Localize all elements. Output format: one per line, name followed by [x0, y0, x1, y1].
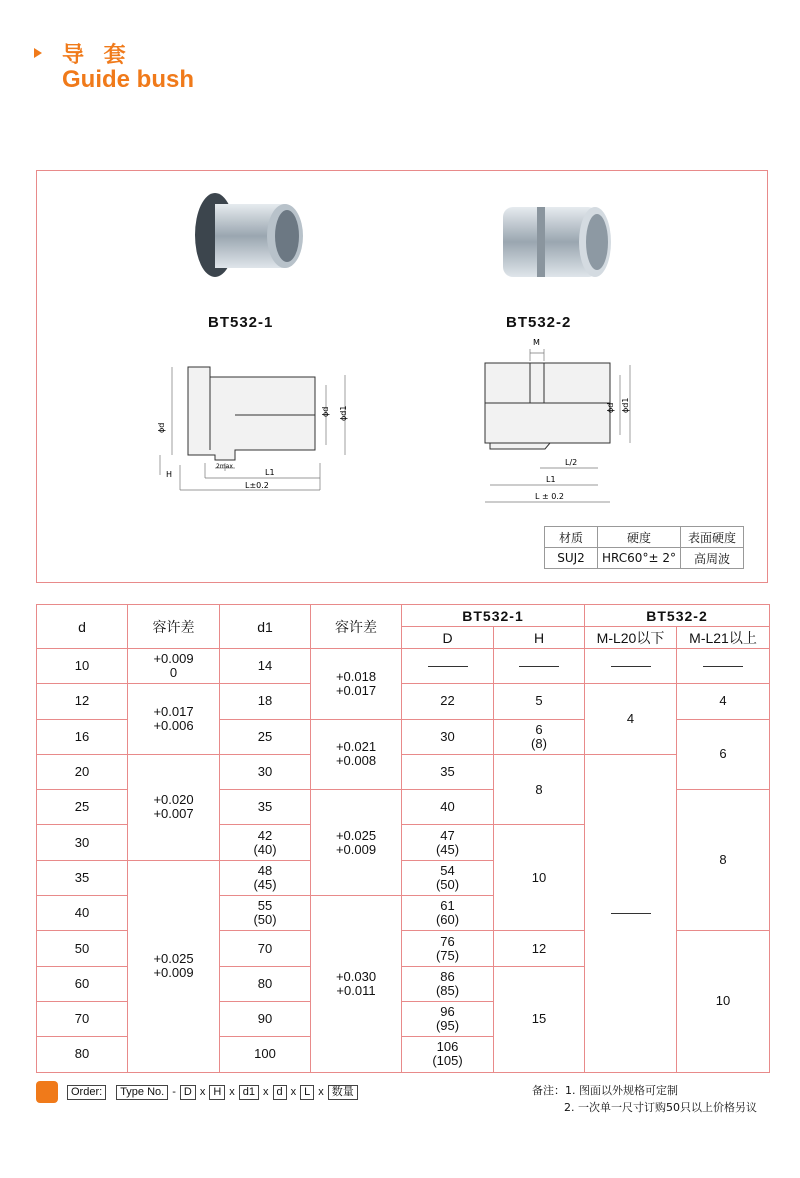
table-cell: 30 [37, 825, 128, 860]
dash-icon [611, 666, 651, 667]
bt532-1-photo [190, 190, 320, 300]
table-cell: x [229, 1086, 235, 1098]
table-cell: 16 [37, 719, 128, 754]
order-L: L [300, 1085, 314, 1100]
col-d: d [37, 605, 128, 649]
table-cell: 42 (40) [220, 825, 311, 860]
table-cell: 6 [677, 719, 770, 790]
table-row [37, 649, 770, 684]
dim-H-label: H [166, 470, 173, 479]
col-H: H [494, 627, 585, 649]
dash-icon [703, 666, 743, 667]
table-cell: 86 (85) [402, 966, 494, 1001]
table-cell: 8 [677, 790, 770, 931]
table-cell: 106 (105) [402, 1037, 494, 1072]
dim-chamfer-label: 2max [216, 463, 233, 470]
table-cell: 35 [402, 754, 494, 789]
table-cell: 35 [220, 790, 311, 825]
mat-h-surface: 表面硬度 [681, 527, 744, 548]
notes [532, 1082, 757, 1116]
table-cell: 96 (95) [402, 1001, 494, 1036]
table-cell: 22 [402, 684, 494, 719]
table-cell: +0.025 +0.009 [128, 860, 220, 1072]
col-d1: d1 [220, 605, 311, 649]
table-cell: 14 [220, 649, 311, 684]
order-d: d [273, 1085, 287, 1100]
mat-material: SUJ2 [545, 548, 598, 569]
table-cell: 12 [494, 931, 585, 966]
dim-L-label: L±0.2 [245, 481, 269, 490]
dim-d1b-label: ϕd1 [339, 405, 348, 421]
col-m21: M-L21以上 [677, 627, 770, 649]
spec-table [36, 604, 770, 1073]
table-cell: 5 [494, 684, 585, 719]
table-cell: +0.009 0 [128, 649, 220, 684]
table-cell: 8 [494, 754, 585, 825]
dash-icon [428, 666, 468, 667]
header-arrow-icon [34, 48, 42, 58]
table-cell: x [263, 1086, 269, 1098]
table-cell: 10 [677, 931, 770, 1072]
table-cell: 55 (50) [220, 896, 311, 931]
dim-D-label: ϕd [157, 422, 166, 433]
table-cell: 54 (50) [402, 860, 494, 895]
dim-d-label: ϕd [606, 402, 615, 413]
table-cell: x [318, 1086, 324, 1098]
table-cell: 70 [37, 1001, 128, 1036]
table-cell: 35 [37, 860, 128, 895]
note-2: 2. 一次单一尺寸订购50只以上价格另议 [564, 1101, 757, 1114]
table-row [37, 754, 770, 789]
table-cell: 50 [37, 931, 128, 966]
table-cell: 4 [677, 684, 770, 719]
table-cell: 70 [220, 931, 311, 966]
model-label-bt532-2: BT532-2 [506, 314, 572, 331]
note-1: 备注：1. 图面以外规格可定制 [532, 1084, 678, 1097]
title-cn: 导 套 [62, 43, 132, 68]
table-cell: 61 (60) [402, 896, 494, 931]
order-code [36, 1080, 359, 1104]
dim-L-label: L ± 0.2 [535, 492, 564, 501]
table-cell: 30 [220, 754, 311, 789]
dash-icon [611, 913, 651, 914]
col-D: D [402, 627, 494, 649]
order-H: H [209, 1085, 225, 1100]
table-cell: 76 (75) [402, 931, 494, 966]
table-cell: 100 [220, 1037, 311, 1072]
table-cell: x [290, 1086, 297, 1098]
phone-icon [36, 1081, 58, 1103]
table-cell: 80 [37, 1037, 128, 1072]
dim-d1-label: ϕd [321, 406, 330, 417]
table-cell: 80 [220, 966, 311, 1001]
dash-icon [519, 666, 559, 667]
col-tol-d: 容许差 [128, 605, 220, 649]
dim-d1-label: ϕd1 [621, 397, 630, 413]
dim-L1-label: L1 [546, 475, 556, 484]
bt532-1-drawing [150, 355, 360, 505]
table-row [37, 684, 770, 719]
dim-L2-label: L/2 [565, 458, 578, 467]
mat-h-material: 材质 [545, 527, 598, 548]
table-cell: 4 [585, 684, 677, 755]
table-cell: +0.025 +0.009 [311, 790, 402, 896]
table-cell: +0.018 +0.017 [311, 649, 402, 720]
table-cell: 25 [220, 719, 311, 754]
col-tol-d1: 容许差 [311, 605, 402, 649]
table-cell: 40 [402, 790, 494, 825]
material-table [544, 526, 744, 569]
group-bt532-1: BT532-1 [402, 605, 585, 627]
mat-hardness: HRC60°± 2° [598, 548, 681, 569]
title-en: Guide bush [62, 66, 194, 93]
dim-M-label: M [533, 338, 540, 347]
table-cell: 18 [220, 684, 311, 719]
table-cell: 12 [37, 684, 128, 719]
table-cell: 48 (45) [220, 860, 311, 895]
table-cell: 60 [37, 966, 128, 1001]
table-cell: +0.020 +0.007 [128, 754, 220, 860]
mat-surface: 高周波 [681, 548, 744, 569]
table-cell: +0.021 +0.008 [311, 719, 402, 790]
col-m20: M-L20以下 [585, 627, 677, 649]
table-cell: 25 [37, 790, 128, 825]
bt532-2-photo [495, 195, 620, 300]
table-cell: 40 [37, 896, 128, 931]
table-cell: 20 [37, 754, 128, 789]
mat-h-hardness: 硬度 [598, 527, 681, 548]
table-cell: 10 [494, 825, 585, 931]
model-label-bt532-1: BT532-1 [208, 314, 274, 331]
table-cell: +0.017 +0.006 [128, 684, 220, 755]
table-cell: - [172, 1086, 176, 1098]
bt532-2-drawing [470, 335, 640, 510]
order-label: Order: [67, 1085, 106, 1100]
order-D: D [180, 1085, 196, 1100]
order-d1: d1 [239, 1085, 259, 1100]
product-panel [36, 170, 768, 583]
table-cell: 47 (45) [402, 825, 494, 860]
table-cell: +0.030 +0.011 [311, 896, 402, 1072]
order-type: Type No. [116, 1085, 168, 1100]
table-cell: 10 [37, 649, 128, 684]
table-cell: 15 [494, 966, 585, 1072]
group-bt532-2: BT532-2 [585, 605, 770, 627]
table-cell: x [199, 1086, 206, 1098]
dim-L1-label: L1 [265, 468, 275, 477]
table-cell: 6 (8) [494, 719, 585, 754]
order-qty: 数量 [328, 1085, 358, 1100]
table-cell: 30 [402, 719, 494, 754]
table-cell: 90 [220, 1001, 311, 1036]
